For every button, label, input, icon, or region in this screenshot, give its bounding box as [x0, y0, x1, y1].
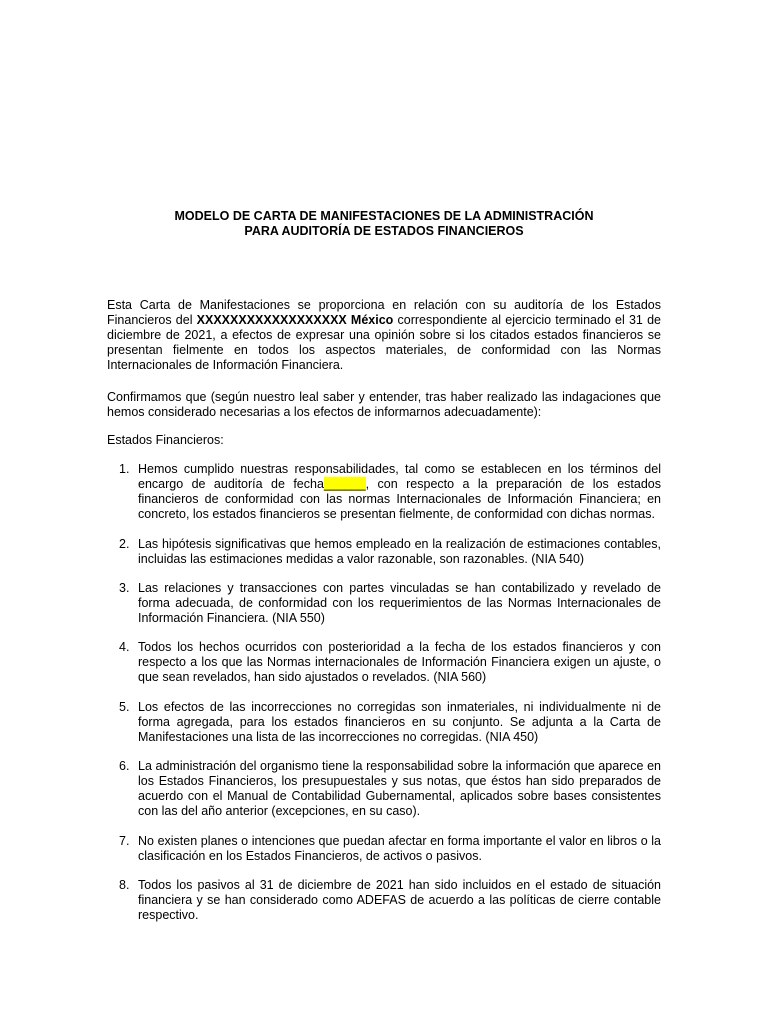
list-item-text: Las relaciones y transacciones con partes vinculadas se han contabilizado y revelado de forma adecuada, de conformidad con los requerimientos de las Normas Internacionales de Información Financiera. (NIA 550)	[138, 581, 661, 625]
list-item-3	[107, 581, 661, 626]
entity-name: XXXXXXXXXXXXXXXXXX México	[196, 313, 394, 327]
list-item-number: 5.	[119, 700, 130, 714]
confirm-paragraph: Confirmamos que (según nuestro leal saber y entender, tras haber realizado las indagaciones que hemos considerado necesarias a los efectos de informarnos adecuadamente):	[107, 390, 661, 419]
document-title	[100, 209, 668, 239]
list-item-text: Los efectos de las incorrecciones no corregidas son inmateriales, ni individualmente ni de forma agregada, para los estados financieros en su conjunto. Se adjunta a la Carta de Manifestaciones una lista de las incorrecciones no corregidas. (NIA 450)	[138, 700, 661, 744]
list-item-text-post: , con respecto a la preparación de los estados financieros de conformidad con las normas Internacionales de Información Financiera; en concreto, los estados financieros se presentan fielmente, de conformidad con dichas normas.	[138, 477, 661, 521]
list-item-number: 4.	[119, 640, 130, 654]
list-item-text: Todos los hechos ocurridos con posterioridad a la fecha de los estados financieros y con respecto a los que las Normas internacionales de Información Financiera exigen un ajuste, o que sean revelados, han sido ajustados o revelados. (NIA 560)	[138, 640, 661, 684]
intro-text-1: Esta Carta de Manifestaciones se proporciona en relación con su auditoría de los Estados Financieros del	[107, 298, 661, 327]
list-item-7	[107, 834, 661, 864]
title-line-1: MODELO DE CARTA DE MANIFESTACIONES DE LA ADMINISTRACIÓN	[174, 209, 594, 223]
list-item-number: 3.	[119, 581, 130, 595]
list-item-number: 6.	[119, 759, 130, 773]
list-item-number: 7.	[119, 834, 130, 848]
list-item-5	[107, 700, 661, 745]
list-item-2	[107, 537, 661, 567]
list-item-number: 2.	[119, 537, 130, 551]
title-line-2: PARA AUDITORÍA DE ESTADOS FINANCIEROS	[244, 224, 524, 238]
list-item-4	[107, 640, 661, 685]
list-item-text	[138, 462, 661, 522]
list-item-text: Todos los pasivos al 31 de diciembre de 2021 han sido incluidos en el estado de situación financiera y se han considerado como ADEFAS de acuerdo a las políticas de cierre contable respectivo.	[138, 878, 661, 922]
list-item-text-pre: Hemos cumplido nuestras responsabilidades, tal como se establecen en los términos del encargo de auditoría de fecha	[138, 462, 661, 491]
list-item-8	[107, 878, 661, 923]
intro-text-2: correspondiente al ejercicio terminado el 31 de diciembre de 2021, a efectos de expresar una opinión sobre si los citados estados financieros se presentan fielmente en todos los aspectos materiales, de conformidad con las Normas Internacionales de Información Financiera.	[107, 313, 661, 372]
section-heading: Estados Financieros:	[107, 433, 224, 447]
list-item-number: 8.	[119, 878, 130, 892]
date-blank-highlight: ______	[323, 477, 366, 491]
list-item-1	[107, 462, 661, 522]
list-item-text: No existen planes o intenciones que puedan afectar en forma importante el valor en libros o la clasificación en los Estados Financieros, de activos o pasivos.	[138, 834, 661, 863]
intro-paragraph	[107, 298, 661, 373]
list-item-number: 1.	[119, 462, 130, 476]
list-item-text: La administración del organismo tiene la responsabilidad sobre la información que aparece en los Estados Financieros, los presupuestales y sus notas, que éstos han sido preparados de acuerdo con el Manual de Contabilidad Gubernamental, aplicados sobre bases consistentes con las del año anterior (excepciones, en su caso).	[138, 759, 661, 818]
list-item-6	[107, 759, 661, 819]
list-item-text: Las hipótesis significativas que hemos empleado en la realización de estimaciones contables, incluidas las estimaciones medidas a valor razonable, son razonables. (NIA 540)	[138, 537, 661, 566]
